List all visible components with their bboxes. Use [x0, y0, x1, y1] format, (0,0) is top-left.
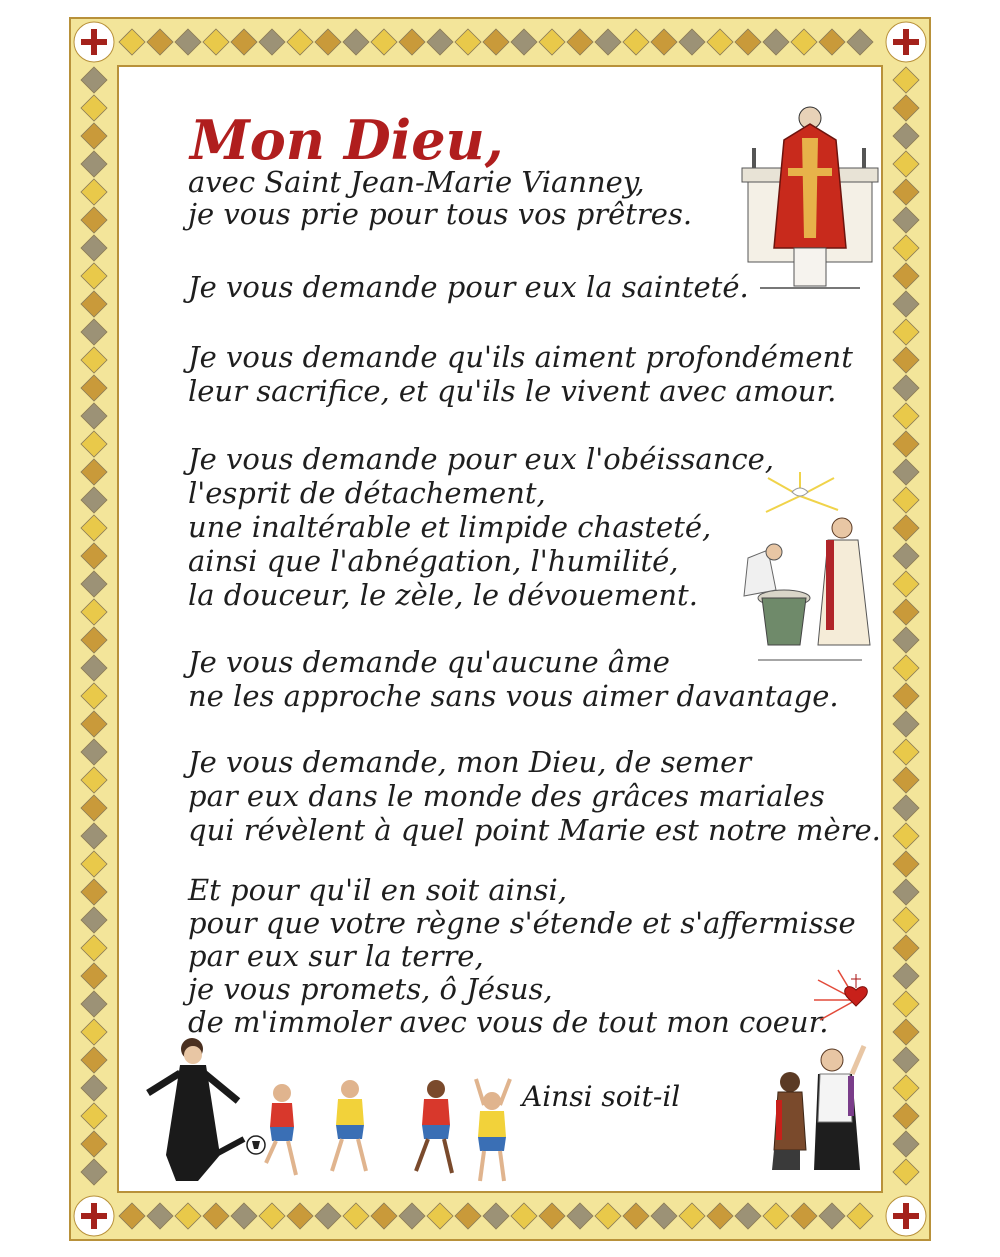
prayer-line: Je vous demande pour eux la sainteté.: [188, 270, 749, 304]
prayer-title: Mon Dieu,: [190, 108, 504, 172]
prayer-line: l'esprit de détachement,: [188, 476, 546, 510]
prayer-line: par eux sur la terre,: [188, 939, 484, 973]
corner-cross-icon: [74, 22, 114, 62]
prayer-line: pour que votre règne s'étende et s'affermisse: [188, 906, 856, 940]
prayer-line: je vous prie pour tous vos prêtres.: [188, 197, 693, 231]
closing-line: Ainsi soit-il: [522, 1080, 681, 1113]
prayer-line: la douceur, le zèle, le dévouement.: [188, 578, 698, 612]
confession-scene-icon: [760, 1030, 880, 1180]
children-playing-icon: [240, 1075, 520, 1190]
baptism-scene-icon: [738, 470, 878, 665]
prayer-line: ainsi que l'abnégation, l'humilité,: [188, 544, 679, 578]
prayer-line: par eux dans le monde des grâces mariales: [188, 779, 825, 813]
priest-playing-football-icon: [140, 1035, 250, 1185]
prayer-line: de m'immoler avec vous de tout mon coeur.: [188, 1005, 829, 1039]
corner-cross-icon: [74, 1196, 114, 1236]
corner-cross-icon: [886, 1196, 926, 1236]
prayer-line: avec Saint Jean-Marie Vianney,: [188, 165, 645, 199]
prayer-line: je vous promets, ô Jésus,: [188, 972, 553, 1006]
priest-at-altar-icon: [740, 98, 880, 298]
prayer-line: leur sacrifice, et qu'ils le vivent avec amour.: [188, 374, 837, 408]
prayer-line: Je vous demande qu'aucune âme: [188, 645, 670, 679]
prayer-line: Je vous demande pour eux l'obéissance,: [188, 442, 775, 476]
corner-cross-icon: [886, 22, 926, 62]
prayer-line: Je vous demande qu'ils aiment profondément: [188, 340, 853, 374]
prayer-line: ne les approche sans vous aimer davantage.: [188, 679, 839, 713]
sacred-heart-icon: [808, 960, 878, 1030]
prayer-line: Je vous demande, mon Dieu, de semer: [188, 745, 752, 779]
prayer-line: une inaltérable et limpide chasteté,: [188, 510, 712, 544]
prayer-line: qui révèlent à quel point Marie est notre mère.: [188, 813, 881, 847]
prayer-line: Et pour qu'il en soit ainsi,: [188, 873, 567, 907]
